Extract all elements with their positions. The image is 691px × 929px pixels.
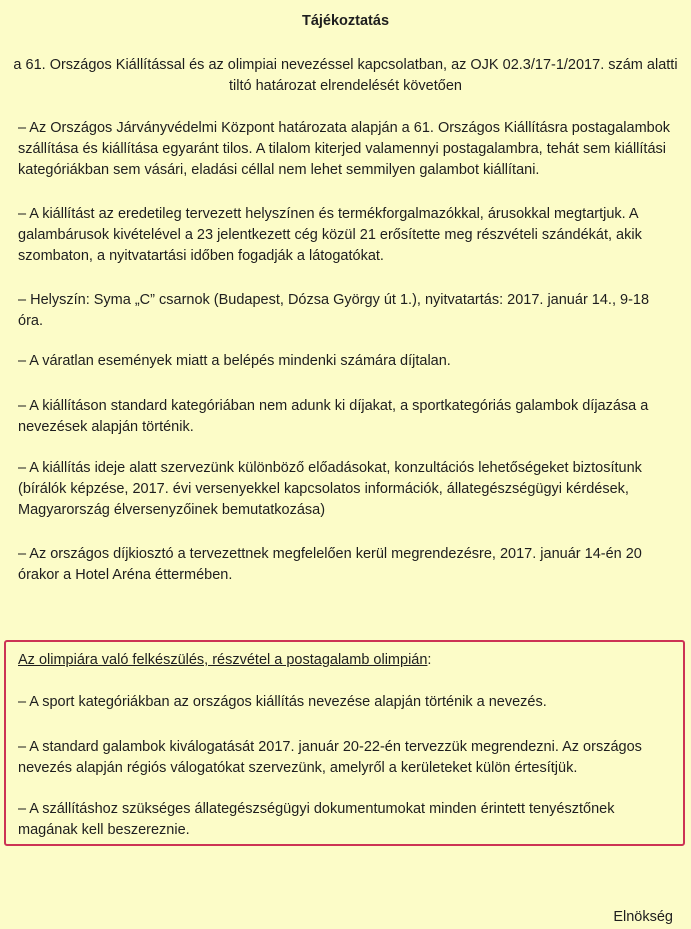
paragraph-awards: – A kiállításon standard kategóriában nem adunk ki díjakat, a sportkategóriás galambok díjazása a nevezések alapján történik.: [18, 398, 649, 435]
page-title: Tájékoztatás: [301, 13, 390, 29]
olympics-paragraph-standard: – A standard galambok kiválogatását 2017. január 20-22-én tervezzük megrendezni. Az országos nevezés alapján régiós válogatókat szervezünk, amelyről a kerületeket külön értesítjük.: [18, 739, 642, 776]
olympics-heading-text: Az olimpiára való felkészülés, részvétel a postagalamb olimpián: [18, 652, 428, 668]
paragraph-location: – Helyszín: Syma „C” csarnok (Budapest, Dózsa György út 1.), nyitvatartás: 2017. január 14., 9-18 óra.: [18, 292, 650, 329]
olympics-paragraph-documents: – A szállításhoz szükséges állategészségügyi dokumentumokat minden érintett tenyésztőnek magának kell beszereznie.: [18, 801, 615, 838]
paragraph-lectures: – A kiállítás ideje alatt szervezünk különböző előadásokat, konzultációs lehetőségeket biztosítunk (bírálók képzése, 2017. évi versenyekkel kapcsolatos információk, állategészségügyi kérdések, Magyarország élversenyzőinek bemutatkozása): [18, 460, 642, 518]
intro-line-1: a 61. Országos Kiállítással és az olimpiai nevezéssel kapcsolatban, az OJK 02.3/17-1/2017. szám alatti: [13, 57, 678, 73]
olympics-paragraph-sport: – A sport kategóriákban az országos kiállítás nevezése alapján történik a nevezés.: [18, 694, 547, 710]
paragraph-ceremony: – Az országos díjkiosztó a tervezettnek megfelelően kerül megrendezésre, 2017. január 14-én 20 órakor a Hotel Aréna éttermében.: [18, 546, 642, 583]
intro-text: [0, 55, 691, 97]
paragraph-exhibition-held: – A kiállítást az eredetileg tervezett helyszínen és termékforgalmazókkal, árusokkal megtartjuk. A galambárusok kivételével a 23 jelentkezett cég közül 21 erősítette meg részvételi szándékát, akik szombaton, a nyitvatartási időben fogadják a látogatókat.: [18, 206, 642, 264]
signature: Elnökség: [613, 909, 673, 925]
intro-line-2: tiltó határozat elrendelését követően: [229, 78, 462, 94]
olympics-box-heading: [18, 650, 431, 671]
paragraph-transport-ban: – Az Országos Járványvédelmi Központ határozata alapján a 61. Országos Kiállításra postagalambok szállítása és kiállítása egyaránt tilos. A tilalom kiterjed valamennyi postagalambra, tehát sem kiállítási kategóriákban sem vásári, eladási céllal nem lehet semmilyen galambot kiállítani.: [18, 120, 671, 178]
olympics-heading-colon: :: [427, 652, 432, 668]
paragraph-free-entry: – A váratlan események miatt a belépés mindenki számára díjtalan.: [18, 353, 451, 369]
